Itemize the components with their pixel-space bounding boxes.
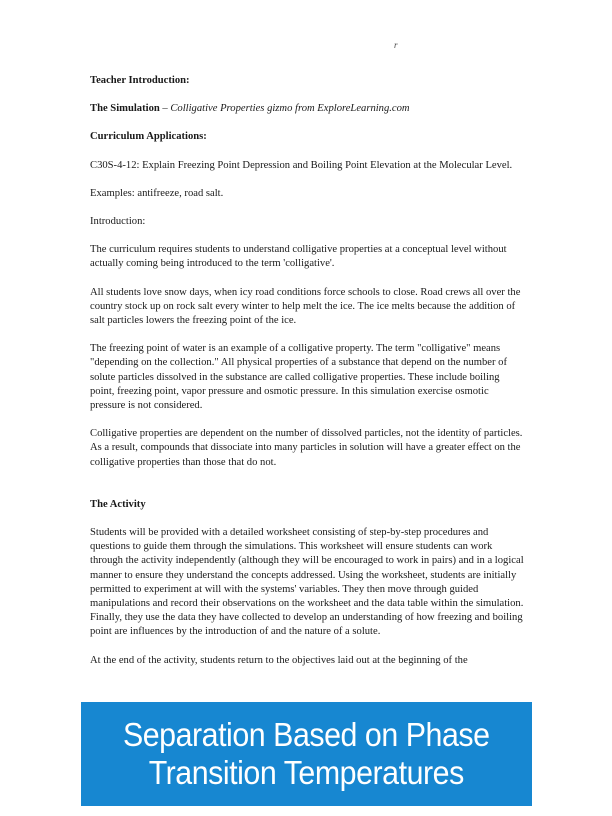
banner-title-line-1: Separation Based on Phase <box>123 716 490 753</box>
dissolved-particles-paragraph: Colligative properties are dependent on the number of dissolved particles, not the identity of particles. As a result, compounds that dissociate into many particles in solution will have a greater effect on the colligative properties than those that do not. <box>90 428 523 468</box>
title-banner <box>81 702 532 806</box>
examples-line: Examples: antifreeze, road salt. <box>90 187 224 199</box>
simulation-line <box>90 102 524 116</box>
activity-heading: The Activity <box>90 498 146 510</box>
curriculum-code: C30S-4-12: Explain Freezing Point Depression and Boiling Point Elevation at the Molecular Level. <box>90 159 513 171</box>
simulation-dash: – <box>159 103 171 115</box>
document-body <box>90 74 524 682</box>
header-mark: r <box>394 40 398 50</box>
end-paragraph: At the end of the activity, students return to the objectives laid out at the beginning of the <box>90 654 468 666</box>
banner-title-line-2: Transition Temperatures <box>148 754 465 791</box>
spacer <box>90 484 524 498</box>
snow-days-paragraph: All students love snow days, when icy road conditions force schools to close. Road crews all over the country stock up on rock salt every winter to help melt the ice. The ice melts because the addition of salt particles lowers the freezing point of the ice. <box>90 286 521 327</box>
intro-paragraph: The curriculum requires students to understand colligative properties at a conceptual level without actually coming being introduced to the term 'colligative'. <box>90 244 507 270</box>
teacher-intro-heading: Teacher Introduction: <box>90 75 190 86</box>
activity-paragraph: Students will be provided with a detailed worksheet consisting of step-by-step procedures and questions to guide them through the simulations. This worksheet will ensure students can work through the activity independently (although they will be encouraged to work in pairs) and in a logical manner to ensure they understand the concepts addressed. Using the worksheet, students are initially permitted to experiment at will with the systems' variables. They then move through guided manipulations and record their observations on the worksheet and the data table within the simulation. Finally, they use the data they have collected to develop an understanding of how freezing and boiling point are influences by the introduction of and the nature of a solute. <box>90 527 524 638</box>
simulation-text: Colligative Properties gizmo from ExploreLearning.com <box>170 103 410 115</box>
freezing-point-paragraph: The freezing point of water is an example of a colligative property. The term "colligative" means "depending on the collection." All physical properties of a substance that depend on the number of solute particles dissolved in the substance are called colligative properties. These include boiling point, freezing point, vapor pressure and osmotic pressure. In this simulation exercise osmotic pressure is not considered. <box>90 343 507 412</box>
introduction-label: Introduction: <box>90 216 146 228</box>
curriculum-heading: Curriculum Applications: <box>90 131 207 143</box>
simulation-label: The Simulation <box>90 103 160 115</box>
